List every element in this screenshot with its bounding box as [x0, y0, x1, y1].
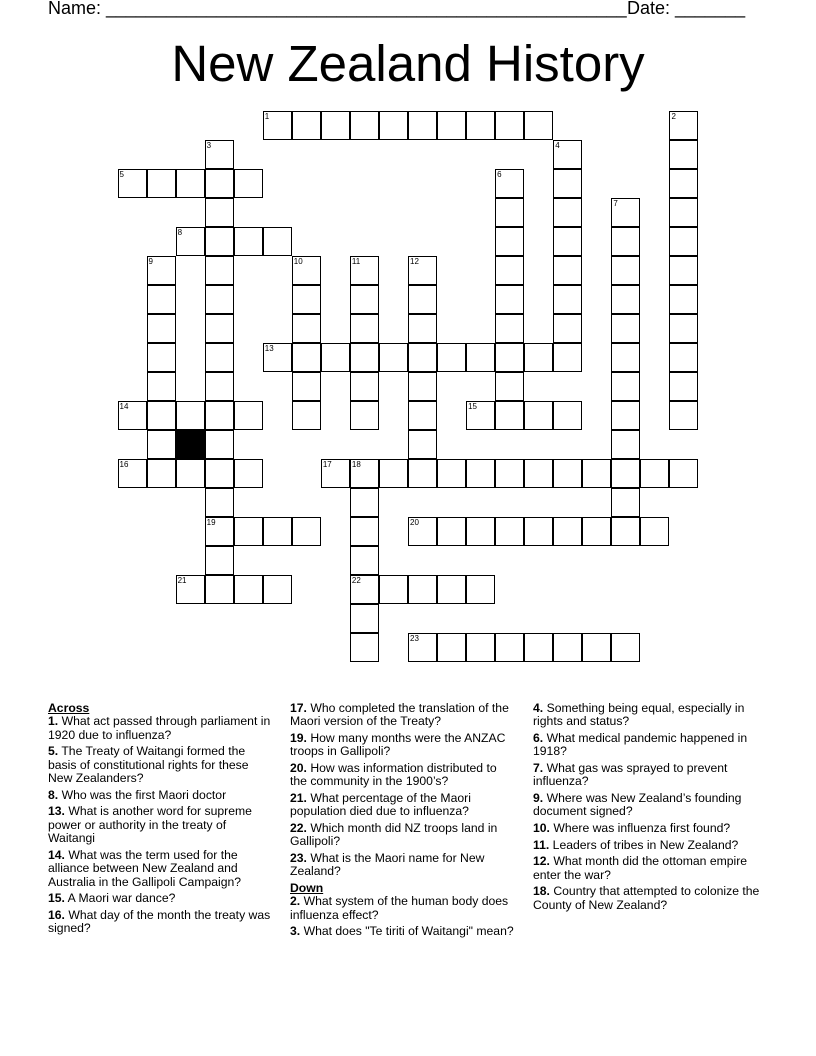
- crossword-cell[interactable]: [292, 517, 321, 546]
- clue-down-12: 12. What month did the ottoman empire enter the war?: [533, 854, 748, 882]
- crossword-cell[interactable]: [495, 227, 524, 256]
- crossword-cell[interactable]: [408, 430, 437, 459]
- crossword-cell[interactable]: [669, 169, 698, 198]
- crossword-cell[interactable]: [408, 285, 437, 314]
- clue-down-4: 4. Something being equal, especially in rights and status?: [533, 701, 745, 729]
- crossword-cell[interactable]: [669, 285, 698, 314]
- crossword-cell[interactable]: [669, 140, 698, 169]
- crossword-cell[interactable]: [263, 343, 292, 372]
- crossword-cell[interactable]: [408, 401, 437, 430]
- crossword-cell[interactable]: [669, 314, 698, 343]
- cell-number: 2: [671, 111, 676, 121]
- crossword-cell[interactable]: [176, 169, 205, 198]
- clues-column-2: [290, 702, 516, 942]
- crossword-cell[interactable]: [553, 140, 582, 169]
- crossword-cell[interactable]: [669, 459, 698, 488]
- crossword-cell[interactable]: [495, 372, 524, 401]
- crossword-cell[interactable]: [437, 111, 466, 140]
- crossword-cell[interactable]: [205, 372, 234, 401]
- crossword-cell[interactable]: [640, 459, 669, 488]
- crossword-cell[interactable]: [669, 111, 698, 140]
- clue-across-19: 19. How many months were the ANZAC troops in Gallipoli?: [290, 731, 506, 759]
- clue-down-3: 3. What does "Te tiriti of Waitangi" mean?: [290, 924, 514, 939]
- crossword-cell[interactable]: [408, 517, 437, 546]
- crossword-cell[interactable]: [408, 314, 437, 343]
- crossword-cell[interactable]: [234, 401, 263, 430]
- crossword-cell[interactable]: [408, 256, 437, 285]
- date-field: Date: _______: [627, 0, 746, 18]
- crossword-cell[interactable]: [437, 459, 466, 488]
- crossword-cell[interactable]: [408, 372, 437, 401]
- crossword-cell[interactable]: [437, 633, 466, 662]
- crossword-cell[interactable]: [292, 372, 321, 401]
- crossword-cell[interactable]: [321, 459, 350, 488]
- crossword-cell[interactable]: [524, 111, 553, 140]
- crossword-cell[interactable]: [611, 343, 640, 372]
- crossword-cell[interactable]: [611, 314, 640, 343]
- crossword-cell[interactable]: [147, 430, 176, 459]
- crossword-cell[interactable]: [669, 256, 698, 285]
- crossword-cell[interactable]: [350, 314, 379, 343]
- crossword-cell[interactable]: [205, 198, 234, 227]
- cell-number: 1: [264, 111, 270, 121]
- crossword-cell[interactable]: [582, 459, 611, 488]
- clue-across-21: 21. What percentage of the Maori population died due to influenza?: [290, 791, 471, 819]
- clue-across-20: 20. How was information distributed to the community in the 1900’s?: [290, 761, 497, 789]
- crossword-cell[interactable]: [495, 198, 524, 227]
- clue-down-10: 10. Where was influenza first found?: [533, 821, 731, 835]
- crossword-cell[interactable]: [234, 169, 263, 198]
- page-title: New Zealand History: [171, 35, 645, 92]
- cell-number: 11: [351, 256, 361, 266]
- crossword-cell[interactable]: [611, 459, 640, 488]
- crossword-cell[interactable]: [495, 285, 524, 314]
- cell-number: 14: [119, 402, 129, 411]
- crossword-cell[interactable]: [350, 343, 379, 372]
- crossword-cell[interactable]: [669, 401, 698, 430]
- crossword-cell[interactable]: [234, 517, 263, 546]
- crossword-cell[interactable]: [350, 285, 379, 314]
- crossword-cell[interactable]: [611, 633, 640, 662]
- clue-across-22: 22. Which month did NZ troops land in Gallipoli?: [290, 821, 498, 849]
- crossword-cell[interactable]: [553, 169, 582, 198]
- crossword-cell[interactable]: [205, 343, 234, 372]
- crossword-cell[interactable]: [350, 517, 379, 546]
- crossword-cell[interactable]: [205, 169, 234, 198]
- crossword-cell[interactable]: [408, 575, 437, 604]
- crossword-cell[interactable]: [553, 517, 582, 546]
- crossword-cell[interactable]: [611, 430, 640, 459]
- cell-number: 23: [410, 634, 419, 644]
- crossword-cell[interactable]: [553, 314, 582, 343]
- crossword-cell[interactable]: [263, 227, 292, 256]
- crossword-cell[interactable]: [524, 401, 553, 430]
- crossword-cell[interactable]: [379, 343, 408, 372]
- crossword-cell[interactable]: [147, 343, 176, 372]
- crossword-cell[interactable]: [553, 633, 582, 662]
- crossword-cell[interactable]: [292, 401, 321, 430]
- crossword-cell[interactable]: [263, 111, 292, 140]
- crossword-cell[interactable]: [553, 198, 582, 227]
- crossword-cell[interactable]: [408, 633, 437, 662]
- crossword-cell[interactable]: [379, 575, 408, 604]
- crossword-cell[interactable]: [669, 343, 698, 372]
- cell-number: 20: [410, 518, 419, 528]
- crossword-cell[interactable]: [205, 488, 234, 517]
- cell-number: 10: [293, 256, 303, 266]
- cell-number: 17: [322, 460, 332, 470]
- cell-number: 13: [264, 343, 274, 353]
- crossword-cell[interactable]: [611, 401, 640, 430]
- crossword-cell[interactable]: [350, 488, 379, 517]
- clue-down-7: 7. What gas was sprayed to prevent influenza?: [533, 761, 728, 789]
- crossword-cell[interactable]: [205, 459, 234, 488]
- crossword-cell[interactable]: [350, 459, 379, 488]
- cell-number: 18: [351, 460, 361, 470]
- crossword-cell[interactable]: [147, 314, 176, 343]
- crossword-cell[interactable]: [350, 256, 379, 285]
- crossword-cell[interactable]: [611, 488, 640, 517]
- cell-number: 8: [177, 227, 183, 237]
- crossword-cell[interactable]: [669, 372, 698, 401]
- crossword-cell[interactable]: [466, 343, 495, 372]
- crossword-cell[interactable]: [495, 459, 524, 488]
- crossword-cell[interactable]: [147, 256, 176, 285]
- cell-number: 21: [177, 576, 187, 586]
- clue-down-11: 11. Leaders of tribes in New Zealand?: [533, 837, 739, 852]
- cell-number: 16: [119, 460, 129, 470]
- crossword-cell[interactable]: [466, 633, 495, 662]
- crossword-cell[interactable]: [495, 401, 524, 430]
- crossword-cell[interactable]: [466, 401, 495, 430]
- cell-number: 15: [468, 402, 477, 411]
- crossword-cell[interactable]: [176, 459, 205, 488]
- crossword-cell[interactable]: [495, 169, 524, 198]
- crossword-cell[interactable]: [147, 372, 176, 401]
- crossword-cell[interactable]: [205, 140, 234, 169]
- crossword-cell[interactable]: [553, 285, 582, 314]
- crossword-cell[interactable]: [118, 459, 147, 488]
- crossword-cell[interactable]: [669, 227, 698, 256]
- crossword-cell[interactable]: [350, 401, 379, 430]
- crossword-cell[interactable]: [611, 227, 640, 256]
- crossword-cell[interactable]: [234, 459, 263, 488]
- crossword-cell[interactable]: [611, 285, 640, 314]
- cell-number: 9: [148, 256, 153, 266]
- crossword-cell[interactable]: [495, 633, 524, 662]
- crossword-cell[interactable]: [408, 343, 437, 372]
- crossword-cell[interactable]: [205, 517, 234, 546]
- crossword-cell[interactable]: [350, 111, 379, 140]
- crossword-cell[interactable]: [263, 575, 292, 604]
- crossword-cell[interactable]: [611, 372, 640, 401]
- crossword-cell[interactable]: [495, 111, 524, 140]
- clue-across-1: 1. What act passed through parliament in 1920 due to influenza?: [48, 714, 271, 742]
- cell-number: 12: [410, 256, 419, 266]
- crossword-cell[interactable]: [321, 111, 350, 140]
- cell-number: 6: [497, 169, 502, 179]
- crossword-cell[interactable]: [350, 633, 379, 662]
- crossword-cell[interactable]: [350, 575, 379, 604]
- crossword-cell[interactable]: [611, 198, 640, 227]
- crossword-cell[interactable]: [205, 256, 234, 285]
- clue-across-15: 15. A Maori war dance?: [48, 891, 176, 906]
- crossword-cell[interactable]: [234, 575, 263, 604]
- clue-across-14: 14. What was the term used for the alliance between New Zealand and Australia in the Gallipoli Campaign?: [48, 847, 242, 889]
- crossword-cell[interactable]: [640, 517, 669, 546]
- crossword-cell[interactable]: [147, 459, 176, 488]
- crossword-cell[interactable]: [263, 517, 292, 546]
- crossword-cell[interactable]: [292, 314, 321, 343]
- crossword-cell[interactable]: [582, 517, 611, 546]
- crossword-cell[interactable]: [408, 459, 437, 488]
- crossword-cell[interactable]: [553, 256, 582, 285]
- crossword-cell[interactable]: [611, 517, 640, 546]
- crossword-cell[interactable]: [466, 517, 495, 546]
- crossword-cell[interactable]: [437, 517, 466, 546]
- crossword-cell[interactable]: [147, 401, 176, 430]
- crossword-cell[interactable]: [553, 401, 582, 430]
- crossword-cell[interactable]: [350, 546, 379, 575]
- cell-number: 3: [206, 140, 212, 150]
- crossword-cell[interactable]: [118, 401, 147, 430]
- crossword-cell[interactable]: [147, 285, 176, 314]
- cell-number: 22: [351, 576, 361, 586]
- crossword-cell[interactable]: [292, 256, 321, 285]
- black-cell: [176, 430, 205, 459]
- across-heading: Across: [48, 701, 90, 715]
- crossword-cell[interactable]: [292, 285, 321, 314]
- cell-number: 4: [555, 140, 560, 150]
- crossword-cell[interactable]: [611, 256, 640, 285]
- crossword-cell[interactable]: [466, 459, 495, 488]
- crossword-cell[interactable]: [350, 372, 379, 401]
- crossword-cell[interactable]: [176, 575, 205, 604]
- crossword-cell[interactable]: [495, 256, 524, 285]
- crossword-cell[interactable]: [553, 343, 582, 372]
- crossword-cell[interactable]: [205, 575, 234, 604]
- clue-across-13: 13. What is another word for supreme power or authority in the treaty of Waitangi: [48, 804, 252, 846]
- crossword-cell[interactable]: [321, 343, 350, 372]
- crossword-cell[interactable]: [205, 285, 234, 314]
- crossword-cell[interactable]: [495, 314, 524, 343]
- cell-number: 7: [613, 198, 618, 208]
- crossword-cell[interactable]: [553, 227, 582, 256]
- clue-across-23: 23. What is the Maori name for New Zealand?: [290, 851, 485, 879]
- crossword-cell[interactable]: [176, 227, 205, 256]
- crossword-cell[interactable]: [205, 227, 234, 256]
- crossword-cell[interactable]: [292, 343, 321, 372]
- crossword-cell[interactable]: [466, 575, 495, 604]
- crossword-cell[interactable]: [524, 343, 553, 372]
- crossword-cell[interactable]: [437, 343, 466, 372]
- crossword-cell[interactable]: [524, 459, 553, 488]
- crossword-cell[interactable]: [234, 227, 263, 256]
- crossword-cell[interactable]: [205, 430, 234, 459]
- crossword-cell[interactable]: [524, 517, 553, 546]
- clue-down-18: 18. Country that attempted to colonize the County of New Zealand?: [533, 884, 760, 912]
- crossword-cell[interactable]: [205, 314, 234, 343]
- crossword-cell[interactable]: [553, 459, 582, 488]
- down-heading: Down: [290, 881, 324, 895]
- crossword-cell[interactable]: [495, 517, 524, 546]
- crossword-cell[interactable]: [118, 169, 147, 198]
- crossword-cell[interactable]: [524, 633, 553, 662]
- cell-number: 19: [206, 518, 216, 528]
- crossword-cell[interactable]: [582, 633, 611, 662]
- clue-down-2: 2. What system of the human body does influenza effect?: [290, 894, 509, 922]
- crossword-cell[interactable]: [408, 111, 437, 140]
- crossword-cell[interactable]: [495, 343, 524, 372]
- cell-number: 5: [119, 169, 124, 179]
- crossword-cell[interactable]: [466, 111, 495, 140]
- crossword-cell[interactable]: [437, 575, 466, 604]
- crossword-cell[interactable]: [205, 401, 234, 430]
- clue-down-9: 9. Where was New Zealand’s founding document signed?: [533, 791, 742, 819]
- clues-column-3: [533, 702, 765, 915]
- name-field: Name: ____________________________________________________: [48, 0, 627, 18]
- clues-column-1: [48, 702, 276, 939]
- crossword-cell[interactable]: [292, 111, 321, 140]
- clue-down-6: 6. What medical pandemic happened in 1918?: [533, 731, 748, 759]
- crossword-cell[interactable]: [669, 198, 698, 227]
- crossword-cell[interactable]: [205, 546, 234, 575]
- clue-across-17: 17. Who completed the translation of the Maori version of the Treaty?: [290, 701, 509, 729]
- crossword-cell[interactable]: [147, 169, 176, 198]
- crossword-cell[interactable]: [379, 459, 408, 488]
- clue-across-5: 5. The Treaty of Waitangi formed the basis of constitutional rights for these New Zealanders?: [48, 744, 249, 786]
- crossword-cell[interactable]: [176, 401, 205, 430]
- clue-across-16: 16. What day of the month the treaty was signed?: [48, 907, 271, 936]
- clue-across-8: 8. Who was the first Maori doctor: [48, 787, 227, 802]
- crossword-cell[interactable]: [350, 604, 379, 633]
- crossword-cell[interactable]: [379, 111, 408, 140]
